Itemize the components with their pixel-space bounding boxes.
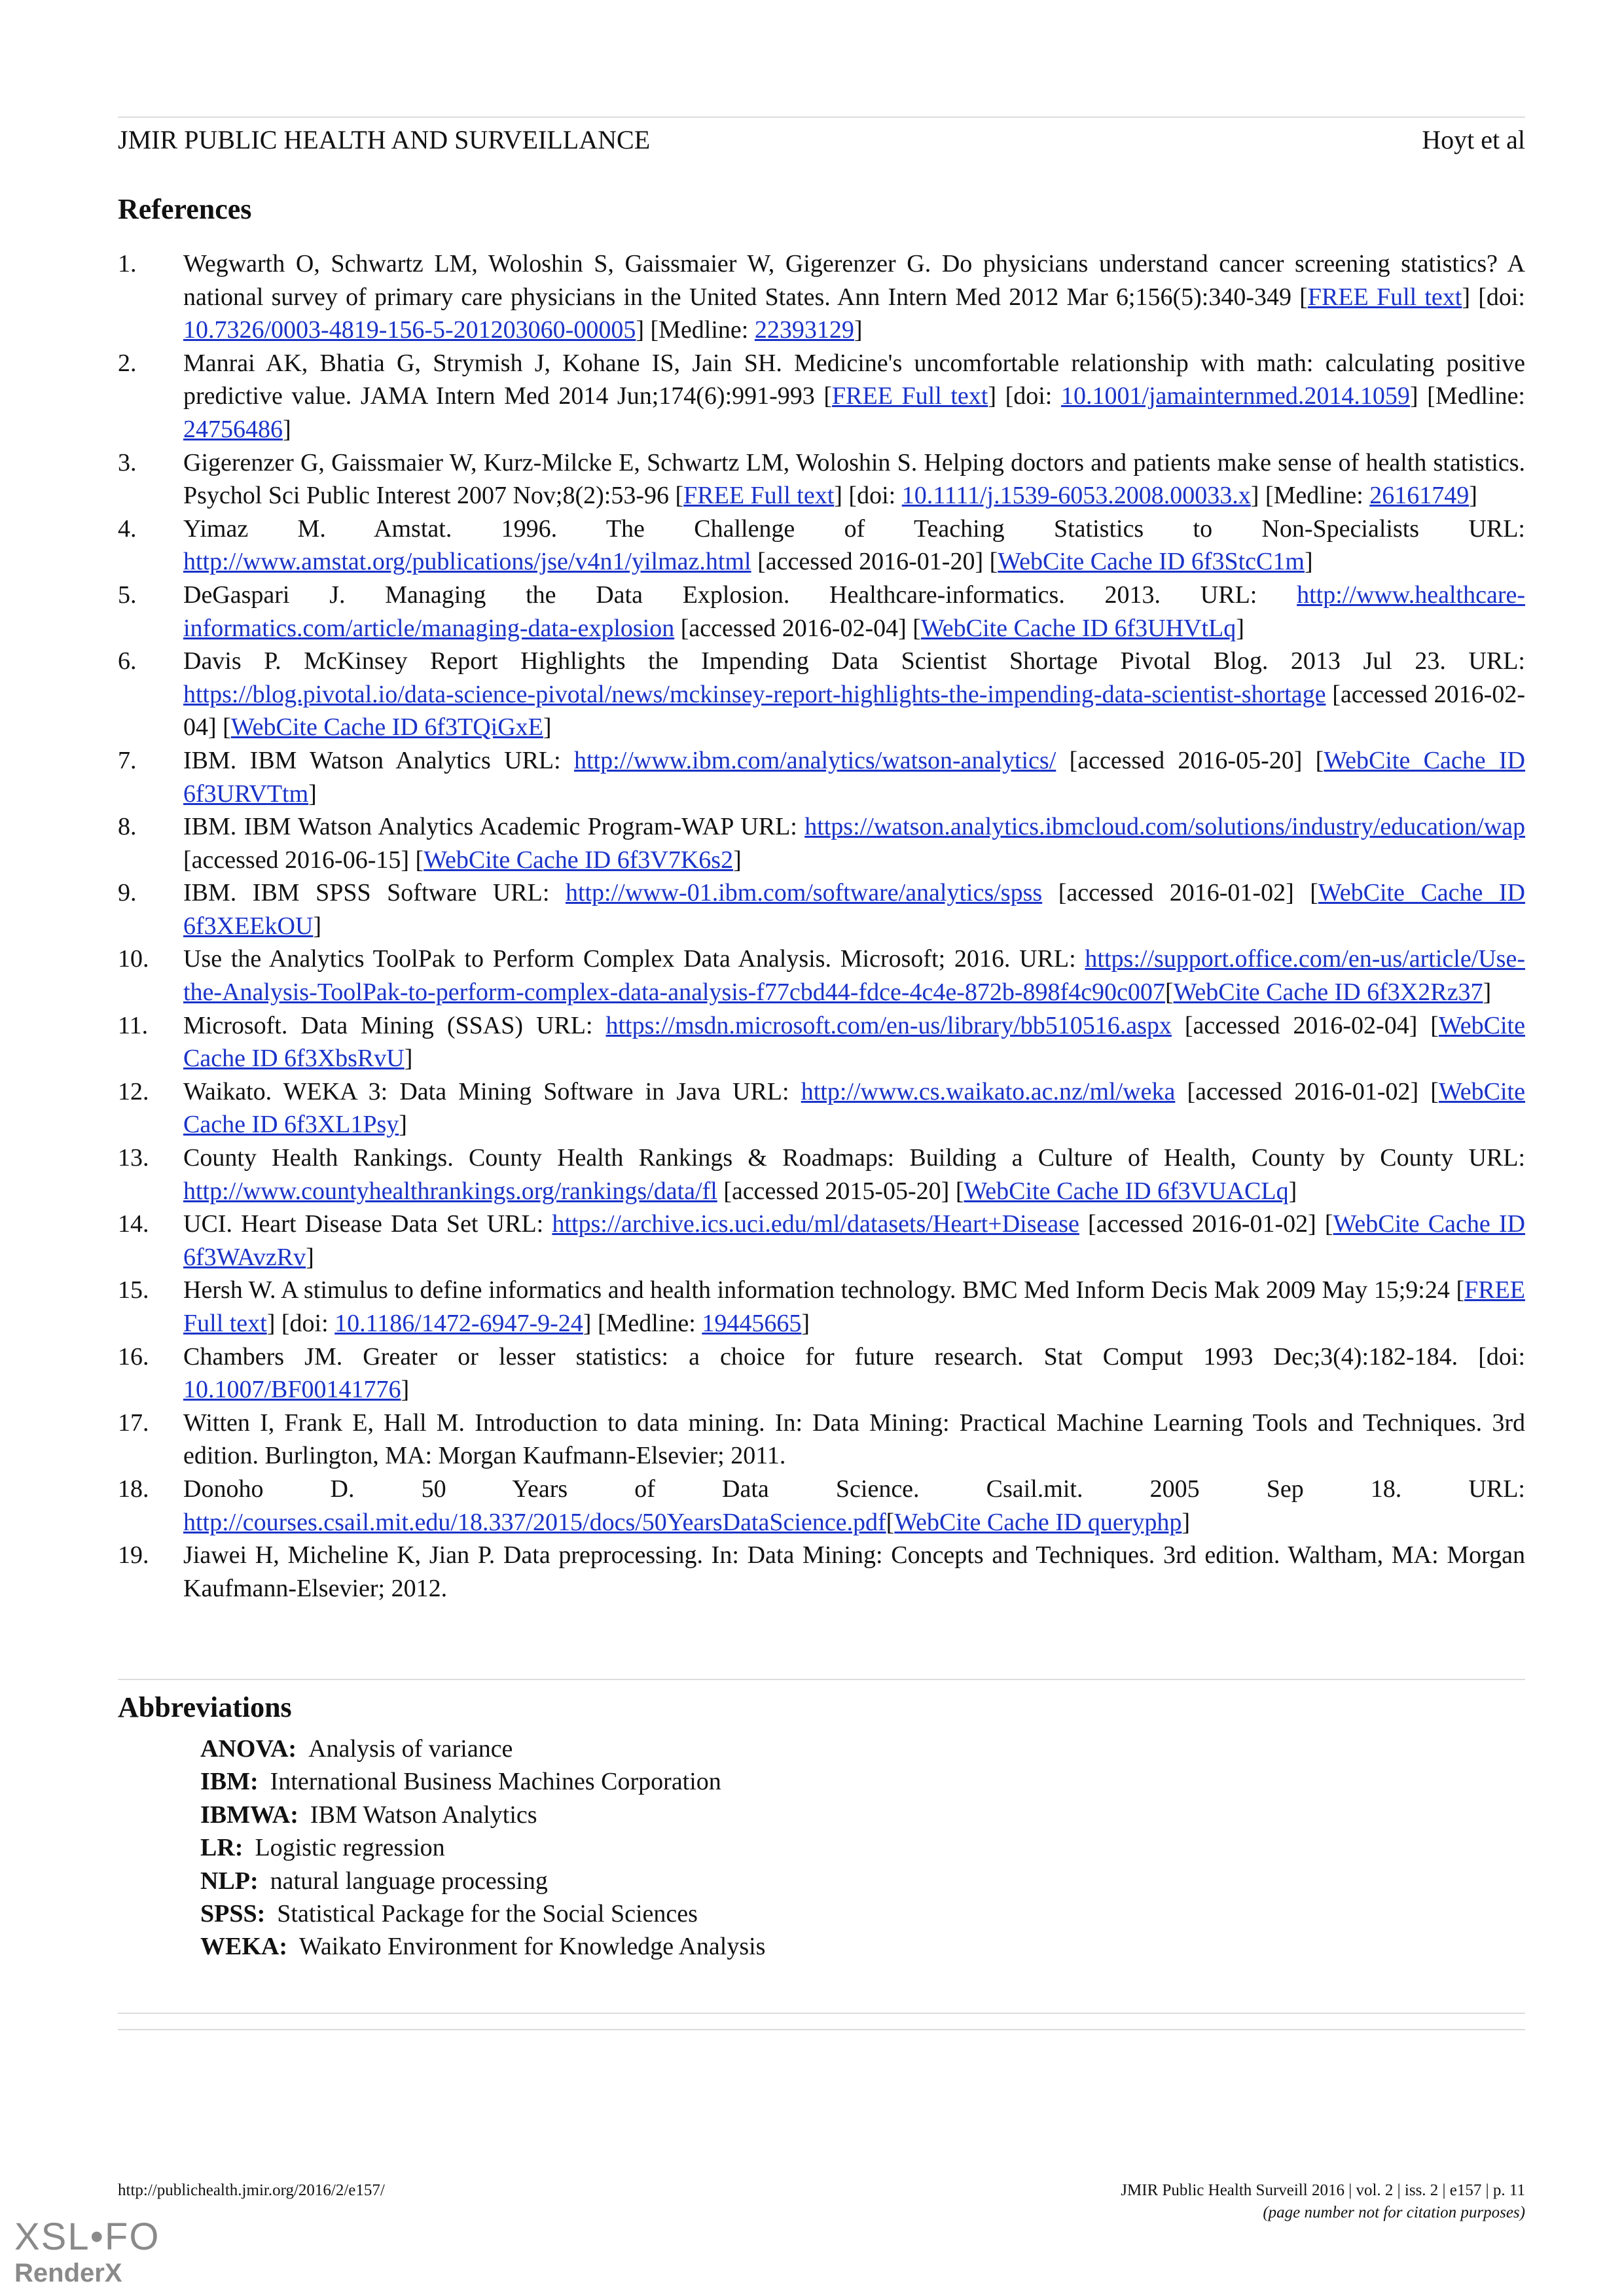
- reference-link[interactable]: 10.7326/0003-4819-156-5-201203060-00005: [183, 316, 636, 344]
- reference-link[interactable]: WebCite Cache ID 6f3V7K6s2: [424, 846, 734, 874]
- reference-number: 6.: [118, 647, 137, 675]
- reference-text: [accessed 2016-02-04] [: [1171, 1011, 1439, 1039]
- abbreviation-definition: natural language processing: [270, 1867, 548, 1895]
- abbreviation-definition: Statistical Package for the Social Sciences: [277, 1900, 698, 1928]
- reference-link[interactable]: https://blog.pivotal.io/data-science-pivotal/news/mckinsey-report-highlights-the-impending-data-scientist-shortage: [183, 680, 1326, 708]
- reference-text: ] [Medline:: [1250, 482, 1370, 510]
- reference-link[interactable]: FREE Full text: [832, 382, 988, 410]
- reference-link[interactable]: http://www.amstat.org/publications/jse/v4n1/yilmaz.html: [183, 548, 751, 576]
- reference-link[interactable]: http://courses.csail.mit.edu/18.337/2015/docs/50YearsDataScience.pdf: [183, 1508, 886, 1536]
- reference-text: ] [Medline:: [636, 316, 755, 344]
- reference-text: [accessed 2016-01-02] [: [1042, 879, 1318, 907]
- reference-number: 3.: [118, 448, 137, 476]
- reference-link[interactable]: http://www.ibm.com/analytics/watson-analytics/: [573, 746, 1056, 774]
- reference-item: [118, 1340, 1525, 1407]
- reference-text: Jiawei H, Micheline K, Jian P. Data preprocessing. In: Data Mining: Concepts and Techniques. 3rd edition. Waltham, MA: Morgan Kaufmann-Elsevier; 2012.: [183, 1541, 1525, 1602]
- reference-text: IBM. IBM Watson Analytics URL:: [183, 746, 574, 774]
- reference-link[interactable]: https://archive.ics.uci.edu/ml/datasets/Heart+Disease: [552, 1210, 1079, 1238]
- reference-number: 11.: [118, 1011, 149, 1039]
- reference-number: 15.: [118, 1276, 149, 1304]
- reference-text: ]: [1182, 1508, 1191, 1536]
- bottom-rule-2: [118, 2029, 1525, 2030]
- reference-text: UCI. Heart Disease Data Set URL:: [183, 1210, 552, 1238]
- abbreviation-row: [200, 1865, 765, 1897]
- reference-number: 12.: [118, 1077, 149, 1105]
- abbreviation-term: IBMWA:: [200, 1801, 298, 1829]
- reference-item: [118, 579, 1525, 645]
- reference-link[interactable]: WebCite Cache ID queryphp: [894, 1508, 1182, 1536]
- reference-item: [118, 1274, 1525, 1340]
- reference-link[interactable]: 10.1111/j.1539-6053.2008.00033.x: [901, 482, 1251, 510]
- abbreviation-term: SPSS:: [200, 1900, 266, 1928]
- reference-number: 17.: [118, 1408, 149, 1437]
- reference-number: 5.: [118, 581, 137, 609]
- reference-link[interactable]: http://www.healthcare-informatics.com/article/managing-data-explosion: [183, 581, 1525, 642]
- reference-text: IBM. IBM SPSS Software URL:: [183, 879, 566, 907]
- reference-link[interactable]: http://www.cs.waikato.ac.nz/ml/weka: [801, 1077, 1176, 1105]
- reference-item: [118, 1539, 1525, 1605]
- reference-text: [accessed 2016-02-04] [: [183, 680, 1525, 742]
- abbreviations-heading: Abbreviations: [118, 1691, 292, 1723]
- header-rule: [118, 117, 1525, 118]
- reference-text: Use the Analytics ToolPak to Perform Complex Data Analysis. Microsoft; 2016. URL:: [183, 945, 1085, 973]
- reference-link[interactable]: WebCite Cache ID 6f3UHVtLq: [920, 614, 1236, 642]
- reference-item: [118, 942, 1525, 1009]
- abbreviation-definition: Analysis of variance: [308, 1735, 513, 1763]
- reference-item: [118, 512, 1525, 579]
- abbreviation-list: [200, 1732, 765, 1964]
- reference-text: [accessed 2016-01-02] [: [1079, 1210, 1333, 1238]
- reference-number: 2.: [118, 349, 137, 377]
- reference-text: ]: [733, 846, 742, 874]
- reference-text: Wegwarth O, Schwartz LM, Woloshin S, Gaissmaier W, Gigerenzer G. Do physicians understand cancer screening statistics? A national survey of primary care physicians in the United States. Ann Intern Med 2012 Mar 6;156(5):340-349 [: [183, 250, 1525, 311]
- reference-link[interactable]: WebCite Cache ID 6f3XL1Psy: [183, 1077, 1525, 1139]
- reference-link[interactable]: 19445665: [702, 1310, 802, 1337]
- journal-title: JMIR PUBLIC HEALTH AND SURVEILLANCE: [118, 125, 651, 154]
- abbreviation-term: ANOVA:: [200, 1735, 297, 1763]
- abbreviation-term: IBM:: [200, 1768, 259, 1796]
- reference-text: [accessed 2015-05-20] [: [717, 1177, 964, 1205]
- reference-item: [118, 1075, 1525, 1141]
- reference-text: ] [doi:: [834, 482, 902, 510]
- reference-link[interactable]: WebCite Cache ID 6f3VUACLq: [964, 1177, 1289, 1205]
- reference-link[interactable]: WebCite Cache ID 6f3TQiGxE: [230, 713, 543, 742]
- reference-text: Microsoft. Data Mining (SSAS) URL:: [183, 1011, 606, 1039]
- reference-item: [118, 347, 1525, 446]
- section-divider: [118, 1679, 1525, 1680]
- reference-text: County Health Rankings. County Health Rankings & Roadmaps: Building a Culture of Health, County by County URL:: [183, 1144, 1525, 1172]
- reference-text: ] [doi:: [988, 382, 1061, 410]
- authors-running-head: Hoyt et al: [1422, 125, 1525, 154]
- logo-line-renderx: RenderX: [14, 2259, 122, 2287]
- reference-number: 18.: [118, 1475, 149, 1503]
- reference-text: ]: [1288, 1177, 1297, 1205]
- reference-link[interactable]: https://support.office.com/en-us/article/Use-the-Analysis-ToolPak-to-perform-complex-data-analysis-f77cbd44-fdce-4c4e-872b-898f4c90c007: [183, 945, 1525, 1007]
- reference-text: Yimaz M. Amstat. 1996. The Challenge of Teaching Statistics to Non-Specialists URL:: [183, 514, 1525, 543]
- abbreviation-row: [200, 1765, 765, 1798]
- reference-item: [118, 1407, 1525, 1473]
- reference-text: [accessed 2016-05-20] [: [1056, 746, 1324, 774]
- reference-link[interactable]: 24756486: [183, 415, 283, 443]
- footer-citation: JMIR Public Health Surveill 2016 | vol. 2 | iss. 2 | e157 | p. 11: [1121, 2181, 1525, 2199]
- reference-link[interactable]: https://watson.analytics.ibmcloud.com/solutions/industry/education/wap: [804, 813, 1525, 841]
- reference-number: 1.: [118, 250, 137, 278]
- reference-text: ]: [401, 1376, 410, 1404]
- bottom-rule-1: [118, 2013, 1525, 2014]
- reference-number: 7.: [118, 746, 137, 774]
- reference-link[interactable]: FREE Full text: [183, 1276, 1525, 1337]
- reference-link[interactable]: 22393129: [754, 316, 854, 344]
- reference-text: Waikato. WEKA 3: Data Mining Software in Java URL:: [183, 1077, 801, 1105]
- reference-item: [118, 446, 1525, 512]
- reference-text: ]: [1483, 978, 1492, 1007]
- abbreviation-row: [200, 1831, 765, 1864]
- reference-link[interactable]: WebCite Cache ID 6f3StcC1m: [998, 548, 1305, 576]
- reference-item: [118, 744, 1525, 810]
- abbreviation-definition: IBM Watson Analytics: [310, 1801, 537, 1829]
- abbreviation-term: NLP:: [200, 1867, 259, 1895]
- reference-number: 9.: [118, 879, 137, 907]
- reference-number: 8.: [118, 813, 137, 841]
- reference-text: ]: [399, 1111, 407, 1139]
- abbreviation-row: [200, 1897, 765, 1930]
- reference-number: 13.: [118, 1144, 149, 1172]
- reference-text: ] [Medline:: [1409, 382, 1525, 410]
- reference-link[interactable]: http://www-01.ibm.com/software/analytics/spss: [565, 879, 1043, 907]
- reference-number: 10.: [118, 945, 149, 973]
- reference-text: [accessed 2016-02-04] [: [674, 614, 921, 642]
- reference-item: [118, 1473, 1525, 1539]
- abbreviation-definition: International Business Machines Corporation: [270, 1768, 721, 1796]
- reference-text: ]: [1236, 614, 1244, 642]
- reference-link[interactable]: 10.1007/BF00141776: [183, 1376, 401, 1404]
- abbreviation-row: [200, 1930, 765, 1963]
- reference-number: 4.: [118, 514, 137, 543]
- reference-text: Witten I, Frank E, Hall M. Introduction to data mining. In: Data Mining: Practical Machine Learning Tools and Techniques. 3rd edition. Burlington, MA: Morgan Kaufmann-Elsevier; 2011.: [183, 1408, 1525, 1470]
- abbreviation-row: [200, 1799, 765, 1831]
- reference-text: ] [doi:: [266, 1310, 335, 1337]
- reference-text: Davis P. McKinsey Report Highlights the Impending Data Scientist Shortage Pivotal Blog. 2013 Jul 23. URL:: [183, 647, 1525, 675]
- reference-list: [118, 247, 1525, 1605]
- reference-number: 14.: [118, 1210, 149, 1238]
- reference-text: ]: [313, 912, 322, 940]
- reference-text: ] [Medline:: [583, 1310, 702, 1337]
- reference-link[interactable]: WebCite Cache ID 6f3WAvzRv: [183, 1210, 1525, 1271]
- logo-line-xslfo: XSL•FO: [14, 2215, 160, 2258]
- reference-text: DeGaspari J. Managing the Data Explosion. Healthcare-informatics. 2013. URL:: [183, 581, 1297, 609]
- reference-text: ] [doi:: [1462, 283, 1525, 311]
- reference-text: Gigerenzer G, Gaissmaier W, Kurz-Milcke E, Schwartz LM, Woloshin S. Helping doctors and patients make sense of health statistics. Psychol Sci Public Interest 2007 Nov;8(2):53-96 [: [183, 448, 1525, 510]
- reference-link[interactable]: FREE Full text: [1307, 283, 1462, 311]
- footer-note: (page number not for citation purposes): [1263, 2204, 1525, 2221]
- reference-text: Chambers JM. Greater or lesser statistics: a choice for future research. Stat Comput 1993 Dec;3(4):182-184. [doi:: [183, 1342, 1525, 1371]
- reference-link[interactable]: 10.1001/jamainternmed.2014.1059: [1060, 382, 1410, 410]
- reference-item: [118, 1009, 1525, 1075]
- reference-link[interactable]: 26161749: [1369, 482, 1470, 510]
- reference-item: [118, 1141, 1525, 1208]
- reference-text: ]: [404, 1045, 413, 1073]
- reference-text: Hersh W. A stimulus to define informatics and health information technology. BMC Med Inform Decis Mak 2009 May 15;9:24 [: [183, 1276, 1465, 1304]
- reference-item: [118, 247, 1525, 347]
- footer-url: http://publichealth.jmir.org/2016/2/e157/: [118, 2181, 385, 2199]
- reference-text: IBM. IBM Watson Analytics Academic Program-WAP URL:: [183, 813, 805, 841]
- xslfo-renderx-logo: [14, 2215, 160, 2287]
- reference-link[interactable]: 10.1186/1472-6947-9-24: [334, 1310, 583, 1337]
- reference-link[interactable]: http://www.countyhealthrankings.org/rankings/data/fl: [183, 1177, 717, 1205]
- reference-text: ]: [306, 1243, 314, 1271]
- reference-link[interactable]: FREE Full text: [683, 482, 835, 510]
- reference-text: ]: [543, 713, 552, 742]
- abbreviation-term: WEKA:: [200, 1933, 287, 1961]
- reference-text: ]: [854, 316, 863, 344]
- reference-text: ]: [801, 1310, 810, 1337]
- reference-text: ]: [1304, 548, 1313, 576]
- reference-item: [118, 645, 1525, 744]
- reference-text: ]: [283, 415, 291, 443]
- reference-text: ]: [1469, 482, 1477, 510]
- reference-link[interactable]: WebCite Cache ID 6f3XbsRvU: [183, 1011, 1525, 1073]
- reference-link[interactable]: WebCite Cache ID 6f3X2Rz37: [1173, 978, 1483, 1007]
- reference-text: [accessed 2016-06-15] [: [183, 846, 424, 874]
- reference-item: [118, 876, 1525, 942]
- reference-number: 19.: [118, 1541, 149, 1570]
- abbreviation-term: LR:: [200, 1834, 244, 1862]
- reference-text: [: [1164, 978, 1174, 1007]
- reference-link[interactable]: https://msdn.microsoft.com/en-us/library/bb510516.aspx: [605, 1011, 1172, 1039]
- abbreviation-definition: Waikato Environment for Knowledge Analysis: [299, 1933, 766, 1961]
- reference-text: ]: [308, 780, 317, 808]
- abbreviation-row: [200, 1732, 765, 1765]
- reference-text: Manrai AK, Bhatia G, Strymish J, Kohane IS, Jain SH. Medicine's uncomfortable relationship with math: calculating positive predictive value. JAMA Intern Med 2014 Jun;174(6):991-993 [: [183, 349, 1525, 410]
- reference-text: [accessed 2016-01-02] [: [1175, 1077, 1439, 1105]
- reference-text: Donoho D. 50 Years of Data Science. Csail.mit. 2005 Sep 18. URL:: [183, 1475, 1525, 1503]
- reference-text: [accessed 2016-01-20] [: [751, 548, 998, 576]
- reference-item: [118, 810, 1525, 876]
- reference-link[interactable]: WebCite Cache ID 6f3URVTtm: [183, 746, 1525, 808]
- reference-link[interactable]: WebCite Cache ID 6f3XEEkOU: [183, 879, 1525, 940]
- reference-text: [: [886, 1508, 895, 1536]
- references-heading: References: [118, 193, 252, 225]
- abbreviation-definition: Logistic regression: [255, 1834, 445, 1862]
- reference-number: 16.: [118, 1342, 149, 1371]
- reference-item: [118, 1208, 1525, 1274]
